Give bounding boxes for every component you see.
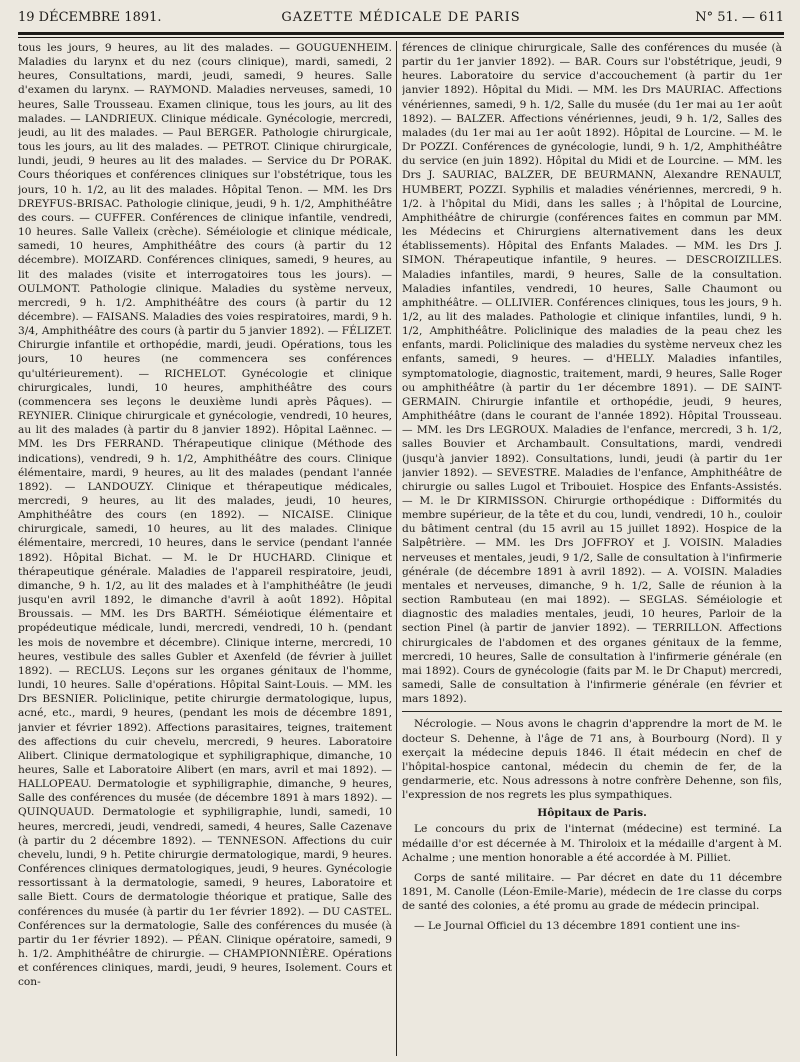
- journal-paragraph: — Le Journal Officiel du 13 décembre 1891 contient une ins-: [414, 920, 740, 933]
- section-separator: [402, 711, 782, 712]
- journal-title: GAZETTE MÉDICALE DE PARIS: [281, 10, 521, 25]
- column-divider: [396, 41, 397, 1056]
- page-number: N° 51. — 611: [695, 10, 784, 25]
- header-rule-thick: [18, 32, 784, 35]
- left-column-text: tous les jours, 9 heures, au lit des malades. — GOUGUENHEIM. Maladies du larynx et du nez (cours clinique), mardi, samedi, 2 heures, Consultations, mardi, jeudi, samedi, 9 heures. Salle d'examen du larynx. — RAYMOND. Maladies nerveuses, samedi, 10 heures, Salle Trousseau. Examen clinique, tous les jours, au lit des malades. — LANDRIEUX. Clinique médicale. Gynécologie, mercredi, jeudi, au lit des malades. — Paul BERGER. Pathologie chirurgicale, tous les jours, au lit des malades. — PETROT. Clinique chirurgicale, lundi, jeudi, 9 heures au lit des malades. — Service du Dr PORAK. Cours théoriques et conférences cliniques sur l'obstétrique, tous les jours, 10 h. 1/2, au lit des malades. Hôpital Tenon. — MM. les Drs DREYFUS-BRISAC. Pathologie clinique, jeudi, 9 h. 1/2, Amphithéâtre des cours. — CUFFER. Conférences de clinique infantile, vendredi, 10 heures. Salle Valleix (crèche). Séméiologie et clinique médicale, samedi, 10 heures, Amphithéâtre des cours (à partir du 12 décembre). MOIZARD. Conférences cliniques, samedi, 9 heures, au lit des malades (visite et interrogatoires tous les jours). — OULMONT. Pathologie clinique. Maladies du système nerveux, mercredi, 9 h. 1/2. Amphithéâtre des cours (à partir du 12 décembre). — FAISANS. Maladies des voies respiratoires, mardi, 9 h. 3/4, Amphithéâtre des cours (à partir du 5 janvier 1892). — FÉLIZET. Chirurgie infantile et orthopédie, mardi, jeudi. Opérations, tous les jours, 10 heures (ne commencera ses conférences qu'ultérieurement). — RICHELOT. Gynécologie et clinique chirurgicales, lundi, 10 heures, amphithéâtre des cours (commencera ses leçons le deuxième lundi après Pâques). — REYNIER. Clinique chirurgicale et gynécologie, vendredi, 10 heures, au lit des malades (à partir du 8 janvier 1892). Hôpital Laënnec. — MM. les Drs FERRAND. Thérapeutique clinique (Méthode des indications), vendredi, 9 h. 1/2, Amphithéâtre des cours. Clinique élémentaire, mardi, 9 heures, au lit des malades (pendant l'année 1892). — LANDOUZY. Clinique et thérapeutique médicales, mercredi, 9 heures, au lit des malades, jeudi, 10 heures, Amphithéâtre des cours (en 1892). — NICAISE. Clinique chirurgicale, samedi, 10 heures, au lit des malades. Clinique élémentaire, mercredi, 10 heures, dans le service (pendant l'année 1892). Hôpital Bichat. — M. le Dr HUCHARD. Clinique et thérapeutique générale. Maladies de l'appareil respiratoire, jeudi, dimanche, 9 h. 1/2, au lit des malades et à l'amphithéâtre (le jeudi jusqu'en avril 1892, le dimanche d'avril à août 1892). Hôpital Broussais. — MM. les Drs BARTH. Séméiotique élémentaire et propédeutique médicale, lundi, mercredi, vendredi, 10 h. (pendant les mois de novembre et décembre). Clinique interne, mercredi, 10 heures, vestibule des salles Gubler et Axenfeld (de février à juillet 1892). — RECLUS. Leçons sur les organes génitaux de l'homme, lundi, 10 heures. Salle d'opérations. Hôpital Saint-Louis. — MM. les Drs BESNIER. Policlinique, petite chirurgie dermatologique, lupus, acné, etc., mardi, 9 heures, (pendant les mois de décembre 1891, janvier et février 1892). Affections parasitaires, teignes, traitement des affections du cuir chevelu, mercredi, 9 heures. Laboratoire Alibert. Clinique dermatologique et syphiligraphique, dimanche, 10 heures, Salle et Laboratoire Alibert (en mars, avril et mai 1892). — HALLOPEAU. Dermatologie et syphiligraphie, dimanche, 9 heures, Salle des conférences du musée (de décembre 1891 à mars 1892). — QUINQUAUD. Dermatologie et syphiligraphie, lundi, samedi, 10 heures, mercredi, jeudi, vendredi, samedi, 4 heures, Salle Cazenave (à partir du 2 décembre 1892). — TENNESON. Affections du cuir chevelu, lundi, 9 h. Petite chirurgie dermatologique, mardi, 9 heures. Conférences cliniques dermatologiques, jeudi, 9 heures. Gynécologie ressortissant à la dermatologie, samedi, 9 heures, Laboratoire et salle Biett. Cours de dermatologie théorique et pratique, Salle des conférences du musée (à partir du 1er février 1892). — DU CASTEL. Conférences sur la dermatologie, Salle des conférences du musée (à partir du 1er février 1892). — PÉAN. Clinique opératoire, samedi, 9 h. 1/2. Amphithéâtre de chirurgie. — CHAMPIONNIÈRE. Opérations et conférences cliniques, mardi, jeudi, 9 heures, Isolement. Cours et con-: [18, 42, 392, 989]
- hospitals-paragraph: Le concours du prix de l'internat (médecine) est terminé. La médaille d'or est décernée à M. Thiroloix et la médaille d'argent à M. Achalme ; une mention honorable a été accordée à M. Pilliet.: [402, 823, 782, 864]
- page-header: [18, 8, 784, 30]
- right-column-text: férences de clinique chirurgicale, Salle des conférences du musée (à partir du 1er janvier 1892). — BAR. Cours sur l'obstétrique, jeudi, 9 heures. Laboratoire du service d'accouchement (à partir du 1er janvier 1892). Hôpital du Midi. — MM. les Drs MAURIAC. Affections vénériennes, samedi, 9 h. 1/2, Salle du musée (du 1er mai au 1er août 1892). — BALZER. Affections vénériennes, jeudi, 9 h. 1/2, Salles des malades (du 1er mai au 1er août 1892). Hôpital de Lourcine. — M. le Dr POZZI. Conférences de gynécologie, lundi, 9 h. 1/2, Amphithéâtre du service (en juin 1892). Hôpital du Midi et de Lourcine. — MM. les Drs J. SAURIAC, BALZER, DE BEURMANN, Alexandre RENAULT, HUMBERT, POZZI. Syphilis et maladies vénériennes, mercredi, 9 h. 1/2. à l'hôpital du Midi, dans les salles ; à l'hôpital de Lourcine, Amphithéâtre de chirurgie (conférences faites en commun par MM. les Médecins et Chirurgiens alternativement dans les deux établissements). Hôpital des Enfants Malades. — MM. les Drs J. SIMON. Thérapeutique infantile, 9 heures. — DESCROIZILLES. Maladies infantiles, mardi, 9 heures, Salle de la consultation. Maladies infantiles, vendredi, 10 heures, Salle Chaumont ou amphithéâtre. — OLLIVIER. Conférences cliniques, tous les jours, 9 h. 1/2, au lit des malades. Pathologie et clinique infantiles, lundi, 9 h. 1/2, Amphithéâtre. Policlinique des maladies de la peau chez les enfants, mardi. Policlinique des maladies du système nerveux chez les enfants, samedi, 9 heures. — d'HELLY. Maladies infantiles, symptomatologie, diagnostic, traitement, mardi, 9 heures, Salle Roger ou amphithéâtre (à partir du 1er décembre 1891). — DE SAINT-GERMAIN. Chirurgie infantile et orthopédie, jeudi, 9 heures, Amphithéâtre (dans le courant de l'année 1892). Hôpital Trousseau. — MM. les Drs LEGROUX. Maladies de l'enfance, mercredi, 3 h. 1/2, salles Bouvier et Archambault. Consultations, mardi, vendredi (jusqu'à janvier 1892). Consultations, lundi, jeudi (à partir du 1er janvier 1892). — SEVESTRE. Maladies de l'enfance, Amphithéâtre de chirurgie ou salles Lugol et Tribouiet. Hospice des Enfants-Assistés. — M. le Dr KIRMISSON. Chirurgie orthopédique : Difformités du membre supérieur, de la tête et du cou, lundi, vendredi, 10 h., couloir du bâtiment central (du 15 avril au 15 juillet 1892). Hospice de la Salpêtrière. — MM. les Drs JOFFROY et J. VOISIN. Maladies nerveuses et mentales, jeudi, 9 1/2, Salle de consultation à l'infirmerie générale (de décembre 1891 à avril 1892). — A. VOISIN. Maladies mentales et nerveuses, dimanche, 9 h. 1/2, Salle de réunion à la section Rambuteau (en mai 1892). — SEGLAS. Séméiologie et diagnostic des maladies mentales, jeudi, 10 heures, Parloir de la section Pinel (à partir de janvier 1892). — TERRILLON. Affections chirurgicales de l'abdomen et des organes génitaux de la femme, mercredi, 10 heures, Salle de consultation à l'infirmerie générale (en mai 1892). Cours de gynécologie (faits par M. le Dr Chaput) mercredi, samedi, Salle de consultation à l'infirmerie générale (en février et mars 1892).: [402, 42, 782, 706]
- hospitals-heading: Hôpitaux de Paris.: [537, 807, 647, 820]
- header-date: 19 DÉCEMBRE 1891.: [18, 10, 162, 25]
- necrology-paragraph: Nécrologie. — Nous avons le chagrin d'apprendre la mort de M. le docteur S. Dehenne, à l'âge de 71 ans, à Bourbourg (Nord). Il y exerçait la médecine depuis 1846. Il était médecin en chef de l'hôpital-hospice cantonal, médecin du chemin de fer, de la gendarmerie, etc. Nous adressons à notre confrère Dehenne, son fils, l'expression de nos regrets les plus sympathiques.: [402, 718, 782, 802]
- health-corps-paragraph: Corps de santé militaire. — Par décret en date du 11 décembre 1891, M. Canolle (Léon-Emile-Marie), médecin de 1re classe du corps de santé des colonies, a été promu au grade de médecin principal.: [402, 871, 782, 913]
- header-rule-thin: [18, 37, 784, 38]
- right-column: [402, 41, 782, 1059]
- left-column: [18, 41, 392, 1059]
